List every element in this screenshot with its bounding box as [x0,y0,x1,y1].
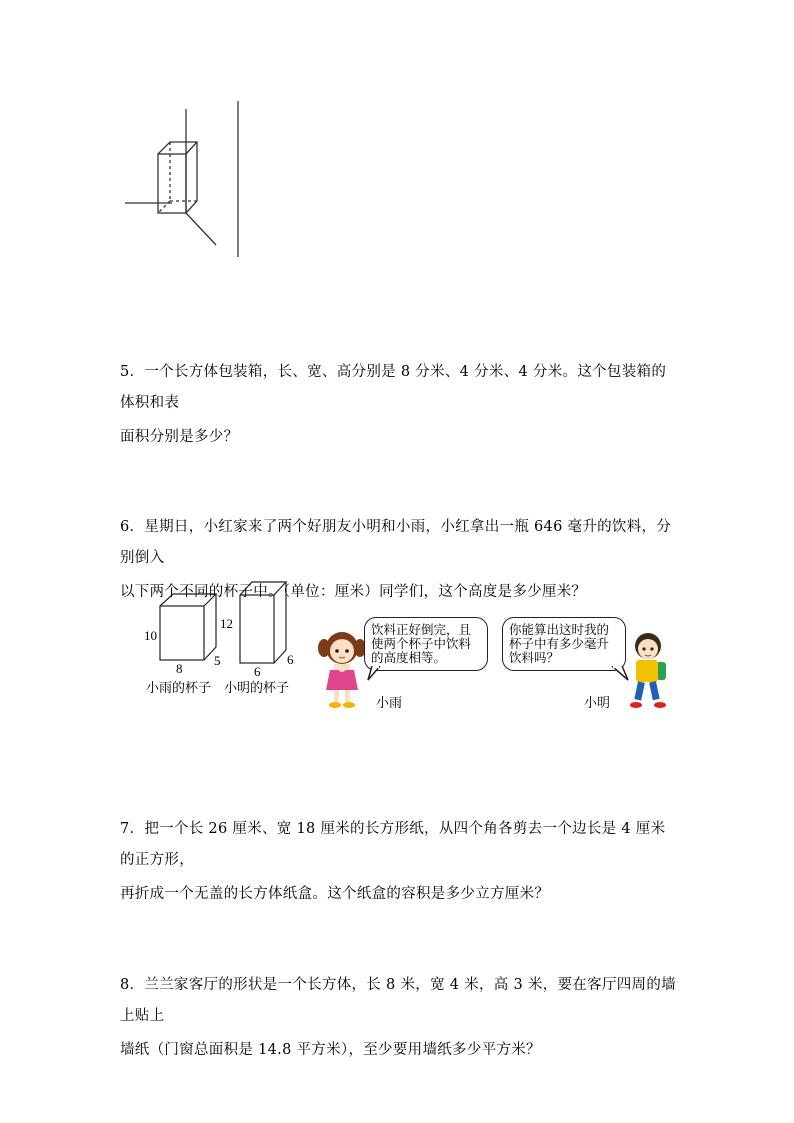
question-5 [120,357,680,453]
cup-xiaoming-diagram [238,580,288,666]
question-8-line1: 8．兰兰家客厅的形状是一个长方体，长 8 米，宽 4 米，高 3 米，要在客厅四周的墙上贴上 [120,977,676,1024]
cup-xiaoming-caption: 小明的杯子 [224,681,290,696]
girl-xiaoyu-illustration [316,626,368,712]
question-5-line2: 面积分别是多少？ [120,429,239,445]
cup-xiaoyu-diagram [158,592,218,664]
speech-bubble-xiaoyu [364,617,488,671]
question-5-line1: 5．一个长方体包装箱，长、宽、高分别是 8 分米、4 分米、4 分米。这个包装箱的体积和表 [120,364,667,411]
question-8-line2: 墙纸（门窗总面积是 14.8 平方米），至少要用墙纸多少平方米？ [120,1042,541,1058]
speech-bubble-xiaoming [502,617,626,671]
cuboid-corner-figure [120,95,250,265]
speech-bubble-xiaoming-tail [608,666,632,682]
boy-xiaoming-illustration [626,630,670,712]
question-7-line2: 再折成一个无盖的长方体纸盒。这个纸盒的容积是多少立方厘米？ [120,886,550,902]
cup-xiaoyu-caption: 小雨的杯子 [146,681,212,696]
cup-xiaoming-width: 6 [287,652,294,667]
question-7 [120,814,680,910]
cup-xiaoyu-height: 10 [144,628,157,643]
cup-xiaoming-height: 12 [220,616,233,631]
cup-xiaoming-length: 6 [254,664,261,679]
question-8 [120,970,680,1066]
question-7-line1: 7．把一个长 26 厘米、宽 18 厘米的长方形纸，从四个角各剪去一个边长是 4 厘米的正方形， [120,821,666,868]
name-xiaoming: 小明 [584,696,611,711]
question-6-line1: 6．星期日，小红家来了两个好朋友小明和小雨，小红拿出一瓶 646 毫升的饮料，分别倒入 [120,519,672,566]
speech-bubble-xiaoyu-tail [366,666,386,682]
cup-xiaoyu-length: 8 [176,661,183,676]
speech-bubble-xiaoming-text: 你能算出这时我的杯子中有多少毫升饮料吗？ [509,622,610,665]
question-6-line2: 以下两个不同的杯子中。（单位：厘米）同学们，这个高度是多少厘米？ [120,584,587,600]
speech-bubble-xiaoyu-text: 饮料正好倒完，且使两个杯子中饮料的高度相等。 [371,622,472,665]
name-xiaoyu: 小雨 [376,696,403,711]
cup-xiaoyu-width: 5 [214,653,221,668]
